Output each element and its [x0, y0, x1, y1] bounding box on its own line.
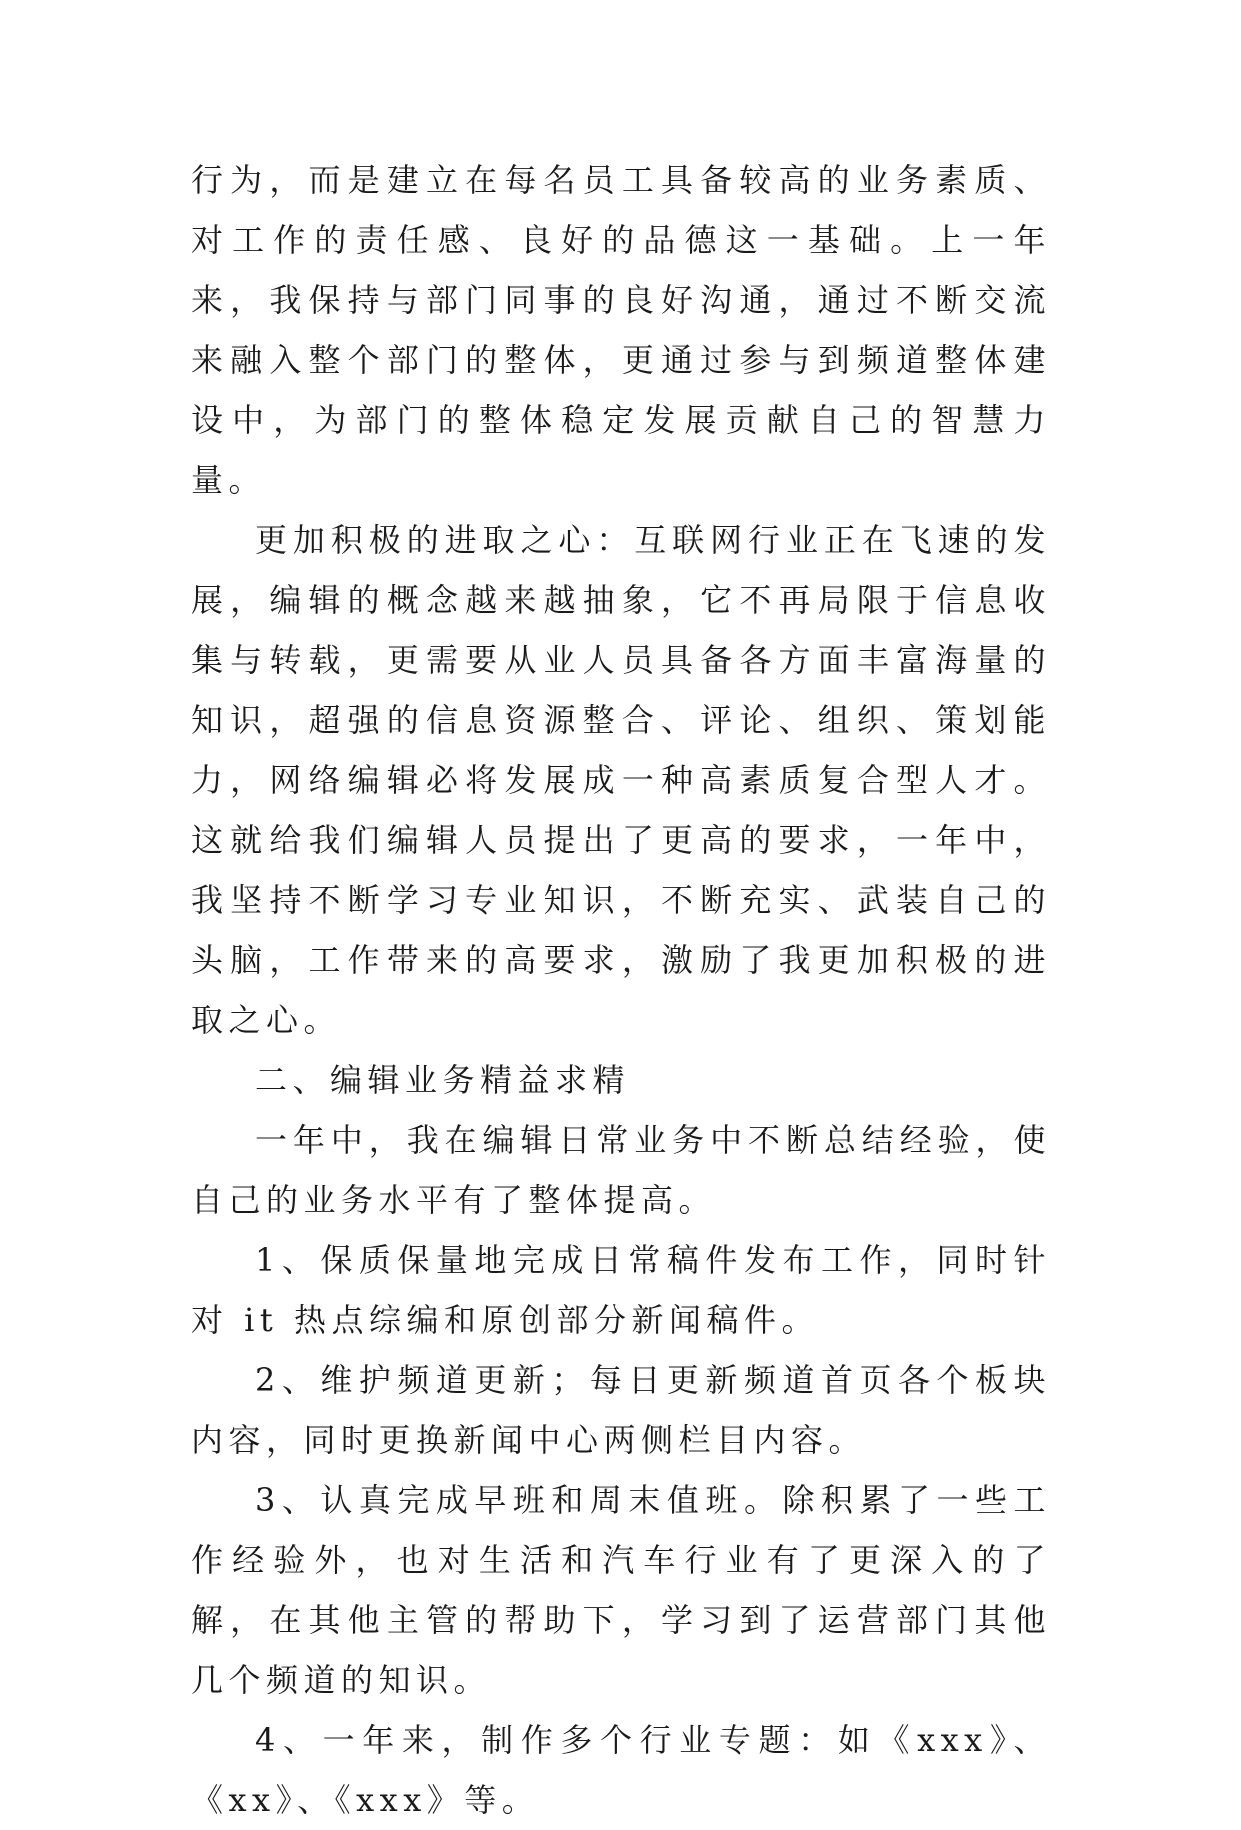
list-item-4: 4、一年来，制作多个行业专题：如《xxx》、《xx》、《xxx》等。 — [191, 1721, 1051, 1819]
list-item-1: 1、保质保量地完成日常稿件发布工作，同时针对 it 热点综编和原创部分新闻稿件。 — [191, 1241, 1051, 1339]
section-heading-editing-business: 二、编辑业务精益求精 — [255, 1061, 631, 1099]
document-body — [191, 150, 1051, 1830]
list-item-2: 2、维护频道更新；每日更新频道首页各个板块内容，同时更换新闻中心两侧栏目内容。 — [191, 1361, 1051, 1459]
list-item-3: 3、认真完成早班和周末值班。除积累了一些工作经验外，也对生活和汽车行业有了更深入的了解，在其他主管的帮助下，学习到了运营部门其他几个频道的知识。 — [191, 1481, 1051, 1699]
paragraph-teamwork-continued: 行为，而是建立在每名员工具备较高的业务素质、对工作的责任感、良好的品德这一基础。上一年来，我保持与部门同事的良好沟通，通过不断交流来融入整个部门的整体，更通过参与到频道整体建设中，为部门的整体稳定发展贡献自己的智慧力量。 — [191, 161, 1051, 499]
paragraph-editing-summary: 一年中，我在编辑日常业务中不断总结经验，使自己的业务水平有了整体提高。 — [191, 1121, 1051, 1219]
paragraph-proactive-spirit: 更加积极的进取之心：互联网行业正在飞速的发展，编辑的概念越来越抽象，它不再局限于信息收集与转载，更需要从业人员具备各方面丰富海量的知识，超强的信息资源整合、评论、组织、策划能力，网络编辑必将发展成一种高素质复合型人才。这就给我们编辑人员提出了更高的要求，一年中，我坚持不断学习专业知识，不断充实、武装自己的头脑，工作带来的高要求，激励了我更加积极的进取之心。 — [191, 521, 1051, 1039]
